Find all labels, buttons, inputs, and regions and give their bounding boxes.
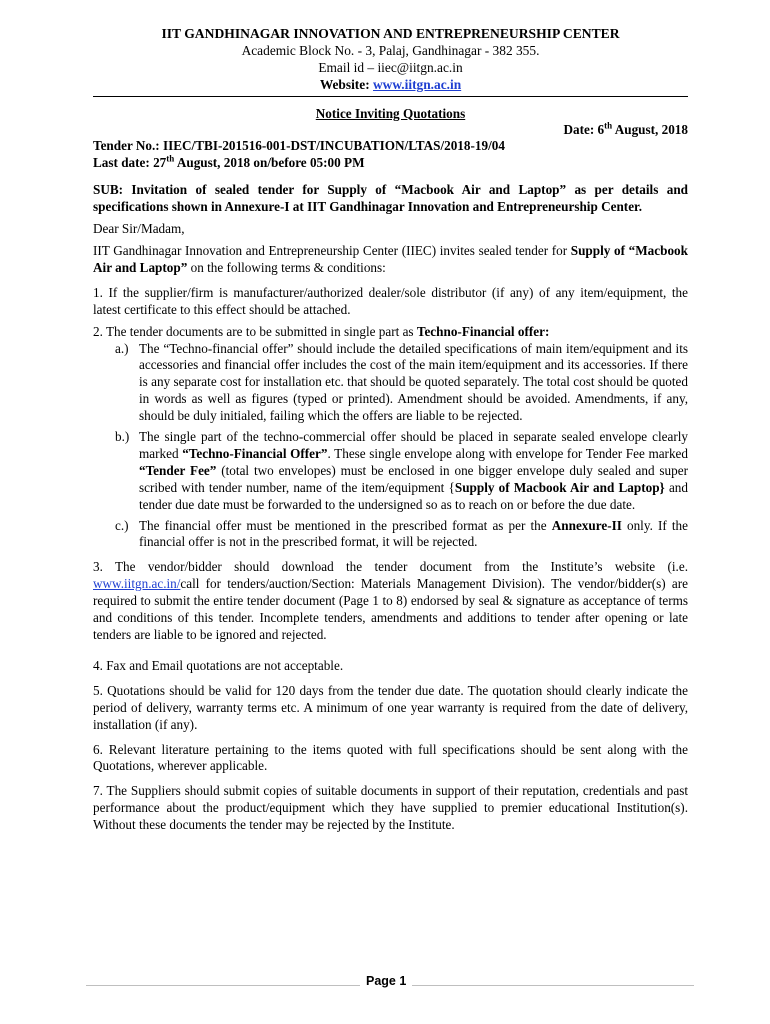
subject-line: SUB: Invitation of sealed tender for Supply of “Macbook Air and Laptop” as per details and specifications shown in Annexure-I at IIT Gandhinagar Innovation and Entrepreneurship Center.	[93, 182, 688, 215]
last-date: Last date: 27th August, 2018 on/before 05:00 PM	[93, 153, 365, 171]
institute-website-link[interactable]: www.iitgn.ac.in/	[93, 576, 181, 592]
header-divider	[93, 96, 688, 97]
term-5: 5. Quotations should be valid for 120 days from the tender due date. The quotation should clearly indicate the period of delivery, warranty terms etc. A minimum of one year warranty is required from the date of delivery, installation (if any).	[93, 682, 688, 732]
term-7: 7. The Suppliers should submit copies of suitable documents in support of their reputation, credentials and past performance about the product/equipment which they have supplied to premier educational Institution(s). Without these documents the tender may be rejected by the Institute.	[93, 783, 688, 833]
term-2a: a.) The “Techno-financial offer” should include the detailed specifications of main item/equipment and its accessories and financial offer includes the cost of the main item/equipment and its accessories. If there is any separate cost for installation etc. that should be quoted separately. The total cost should be quoted in words as well as figures (typed or printed). Amendment should be avoided. Amendments, if any, should be duly initialed, failing which the offers are liable to be rejected.	[115, 340, 688, 424]
term-2: 2. The tender documents are to be submitted in single part as Techno-Financial offer:	[93, 323, 550, 339]
org-website	[93, 77, 688, 94]
document-page	[93, 26, 688, 834]
tender-number: Tender No.: IIEC/TBI-201516-001-DST/INCUBATION/LTAS/2018-19/04	[93, 138, 505, 154]
salutation: Dear Sir/Madam,	[93, 221, 185, 237]
term-1: 1. If the supplier/firm is manufacturer/authorized dealer/sole distributor (if any) of any item/equipment, the latest certificate to this effect should be attached.	[93, 284, 688, 317]
notice-date: Date: 6th August, 2018	[563, 120, 688, 137]
notice-title: Notice Inviting Quotations	[315, 105, 466, 121]
org-title: IIT GANDHINAGAR INNOVATION AND ENTREPRENEURSHIP CENTER	[161, 26, 620, 41]
term-4: 4. Fax and Email quotations are not acceptable.	[93, 657, 344, 673]
website-link[interactable]: www.iitgn.ac.in	[373, 76, 462, 92]
page-number: Page 1	[360, 974, 412, 988]
intro-paragraph: IIT Gandhinagar Innovation and Entrepreneurship Center (IIEC) invites sealed tender for Supply of “Macbook Air and Laptop” on the following terms & conditions:	[93, 242, 688, 275]
term-6: 6. Relevant literature pertaining to the items quoted with full specifications should be sent along with the Quotations, wherever applicable.	[93, 741, 688, 774]
term-3: 3. The vendor/bidder should download the tender document from the Institute’s website (i.e. www.iitgn.ac.in/call for tenders/auction/Section: Materials Management Division). The vendor/bidder(s) are required to submit the entire tender document (Page 1 to 8) endorsed by seal & signature as acceptance of terms and conditions of this tender. Incomplete tenders, amendments and additions to tender after opening or late tenders are liable to be ignored and rejected.	[93, 559, 688, 642]
letterhead	[93, 26, 688, 94]
org-address: Academic Block No. - 3, Palaj, Gandhinagar - 382 355.	[241, 42, 540, 58]
page-footer	[86, 974, 694, 998]
org-email: Email id – iiec@iitgn.ac.in	[318, 59, 463, 75]
term-2-sublist	[93, 341, 688, 552]
website-label: Website:	[319, 76, 370, 92]
term-2b: b.) The single part of the techno-commercial offer should be placed in separate sealed envelope clearly marked “Techno-Financial Offer”. These single envelope along with envelope for Tender Fee marked “Tender Fee” (total two envelopes) must be enclosed in one bigger envelope duly sealed and super scribed with tender number, name of the item/equipment {Supply of Macbook Air and Laptop} and tender due date must be forwarded to the undersigned so as to reach on or before the due date.	[115, 429, 688, 512]
term-2c: c.) The financial offer must be mentioned in the prescribed format as per the Annexure-II only. If the financial offer is not in the prescribed format, it will be rejected.	[115, 517, 689, 550]
